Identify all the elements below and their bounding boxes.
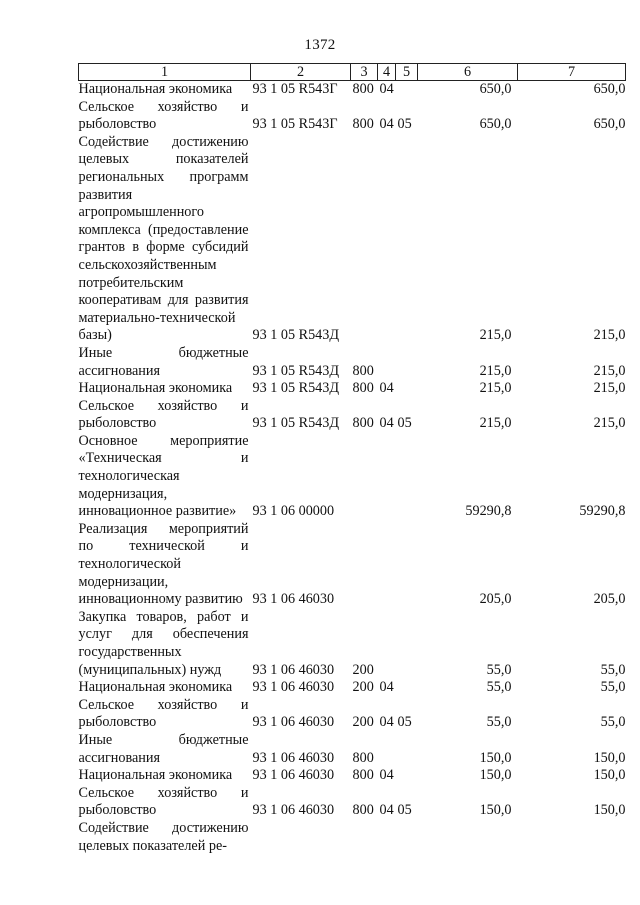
row-section [378,521,396,609]
budget-table [78,63,626,855]
row-amount-2: 55,0 [600,714,626,731]
row-amount-2: 650,0 [593,81,626,97]
row-amount-2: 150,0 [593,767,626,784]
row-name: Национальная экономика [78,679,233,696]
row-name: Сельское хозяйство и рыболовство [78,98,249,133]
row-code: 93 1 05 R543Д [252,380,340,397]
row-expense-type: 800 [352,81,374,97]
table-row [79,521,626,609]
row-subsection: 05 [397,802,412,819]
row-name: Национальная экономика [78,380,233,397]
row-code: 93 1 06 46030 [252,679,335,696]
table-row [79,785,626,820]
row-section: 04 [379,767,394,784]
row-amount-1: 55,0 [486,714,512,731]
row-amount-1: 215,0 [479,380,512,397]
row-expense-type: 800 [352,380,374,397]
header-row [79,64,626,81]
row-section [378,820,396,855]
row-code: 93 1 05 R543Д [252,327,340,344]
row-code: 93 1 06 46030 [252,661,335,678]
row-section: 04 [379,415,394,432]
row-amount-1: 215,0 [479,362,512,379]
row-amount-2: 650,0 [593,116,626,133]
row-code: 93 1 05 R543Д [252,415,340,432]
row-expense-type: 800 [352,749,374,766]
row-amount-1: 59290,8 [465,503,512,520]
row-expense-type: 200 [352,661,374,678]
row-subsection [396,609,418,679]
row-subsection [396,81,418,99]
table-row [79,380,626,398]
row-amount-1: 150,0 [479,802,512,819]
row-section: 04 [379,802,394,819]
row-expense-type: 800 [352,415,374,432]
row-section [378,433,396,521]
row-amount-2: 150,0 [593,802,626,819]
row-amount-1: 55,0 [486,661,512,678]
row-code: 93 1 05 R543Г [252,81,338,97]
table-row [79,732,626,767]
row-section: 04 [379,380,394,397]
row-amount-1: 150,0 [479,767,512,784]
row-code: 93 1 06 46030 [252,802,335,819]
row-amount-2: 215,0 [593,380,626,397]
row-subsection [396,767,418,785]
table-row [79,679,626,697]
table-row [79,99,626,134]
page-number: 1372 [304,37,336,53]
header-col-2: 2 [251,64,351,81]
row-code: 93 1 06 00000 [252,503,335,520]
row-code [251,820,351,855]
header-col-5: 5 [396,64,418,81]
row-code: 93 1 06 46030 [252,749,335,766]
row-subsection [396,679,418,697]
row-name: Иные бюджетные ассигнования [78,731,249,766]
table-row [79,820,626,855]
row-subsection [396,345,418,380]
row-expense-type [351,134,378,345]
row-amount-1: 650,0 [479,116,512,133]
row-amount-2: 55,0 [600,679,626,696]
row-section: 04 [379,81,394,97]
row-section [378,345,396,380]
row-name: Иные бюджетные ассигнования [78,344,249,379]
row-amount-1: 150,0 [479,749,512,766]
row-name: Национальная экономика [78,767,233,784]
row-amount-1: 55,0 [486,679,512,696]
row-amount-1 [418,820,518,855]
header-col-1: 1 [79,64,251,81]
row-subsection: 05 [397,116,412,133]
row-amount-1: 215,0 [479,327,512,344]
row-code: 93 1 05 R543Д [252,362,340,379]
table-row [79,697,626,732]
row-amount-1: 650,0 [479,81,512,97]
row-subsection [396,521,418,609]
row-subsection [396,732,418,767]
row-subsection: 05 [397,415,412,432]
row-expense-type [351,820,378,855]
table-row [79,398,626,433]
row-name: Содействие достижению целевых показателей ре- [78,819,249,854]
row-expense-type [351,433,378,521]
table-body [79,81,626,856]
header-col-7: 7 [518,64,626,81]
row-subsection [396,380,418,398]
row-expense-type [351,521,378,609]
row-expense-type: 200 [352,679,374,696]
row-amount-1: 205,0 [479,591,512,608]
row-amount-2: 205,0 [593,591,626,608]
row-section [378,732,396,767]
row-name: Основное мероприятие «Техническая и технологическая модернизация, инновационное развитие» [78,432,249,520]
header-col-6: 6 [418,64,518,81]
row-expense-type: 800 [352,802,374,819]
row-subsection [396,433,418,521]
row-code: 93 1 05 R543Г [252,116,338,133]
row-expense-type: 800 [352,362,374,379]
row-name: Национальная экономика [78,81,233,97]
table-row [79,767,626,785]
row-name: Закупка товаров, работ и услуг для обеспечения государственных (муниципальных) нужд [78,608,249,678]
row-expense-type: 200 [352,714,374,731]
row-amount-2: 55,0 [600,661,626,678]
row-subsection [396,134,418,345]
row-name: Реализация мероприятий по технической и технологической модернизации, инновационному развитию [78,520,249,608]
row-amount-2: 150,0 [593,749,626,766]
row-amount-2: 59290,8 [579,503,626,520]
row-expense-type: 800 [352,767,374,784]
row-amount-2: 215,0 [593,327,626,344]
row-code: 93 1 06 46030 [252,591,335,608]
row-amount-1: 215,0 [479,415,512,432]
header-col-3: 3 [351,64,378,81]
row-name: Сельское хозяйство и рыболовство [78,696,249,731]
row-section [378,609,396,679]
header-col-4: 4 [378,64,396,81]
table-row [79,433,626,521]
row-amount-2: 215,0 [593,362,626,379]
row-name: Сельское хозяйство и рыболовство [78,784,249,819]
row-subsection: 05 [397,714,412,731]
row-code: 93 1 06 46030 [252,714,335,731]
table-row [79,609,626,679]
row-section: 04 [379,679,394,696]
row-expense-type: 800 [352,116,374,133]
row-section: 04 [379,714,394,731]
table-row [79,81,626,99]
table-row [79,134,626,345]
table-row [79,345,626,380]
row-subsection [396,820,418,855]
row-name: Сельское хозяйство и рыболовство [78,397,249,432]
row-amount-2: 215,0 [593,415,626,432]
row-amount-2 [518,820,626,855]
row-section: 04 [379,116,394,133]
row-code: 93 1 06 46030 [252,767,335,784]
row-name: Содействие достижению целевых показателей региональных программ развития агропромышленного комплекса (предоставление грантов в форме субсидий сельскохозяйственным потребительским кооперативам для развития материально-технической базы) [78,133,249,344]
row-section [378,134,396,345]
table-header [79,64,626,81]
